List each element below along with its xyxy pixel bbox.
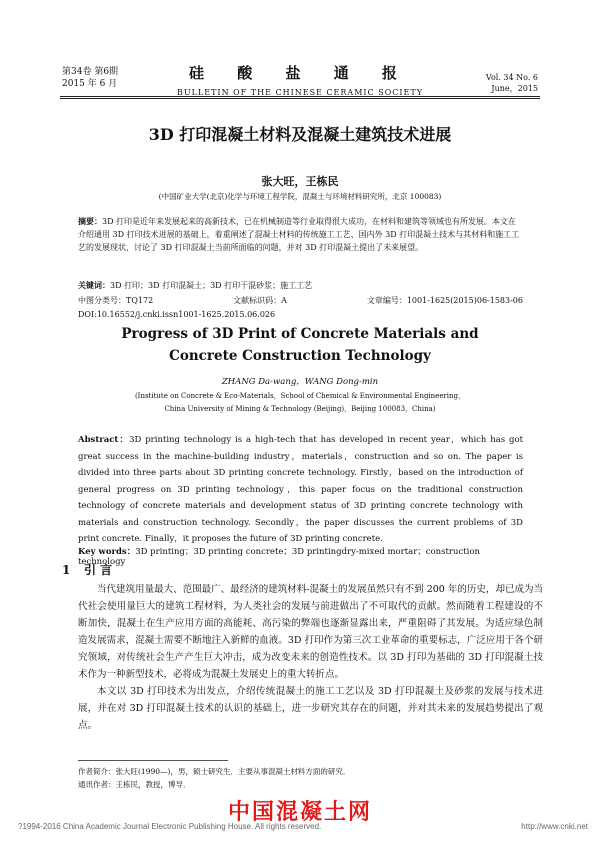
- footnote-rule: [78, 760, 228, 761]
- keywords-en-label: Key words：: [78, 547, 136, 557]
- header-rule-thin: [60, 98, 540, 99]
- volume-issue-cn: 第34卷 第6期: [62, 67, 119, 77]
- section-title: 引 言: [84, 563, 113, 577]
- body-paragraph-1: 当代建筑用量最大、范围最广、最经济的建筑材料-混凝土的发展虽然只有不到 200 年的历史，却已成为当代社会使用量巨大的建筑工程材料，为人类社会的发展与前进做出了不可取代的贡献。然而随着工程建设的不断加快，混凝土在生产应用方面的高能耗、高污染的弊端也逐渐显露出来，严重阻碍了其发展。为适应绿色制造发展需求，混凝土需要不断地注入新鲜的血液。3D 打印作为第三次工业革命的重要标志，广泛应用于各个研究领域，对传统社会生产产生巨大冲击，成为改变未来的创造性技术。以 3D 打印为基础的 3D 打印混凝土技术作为一种新型技术，必将成为混凝土发展史上的重大转折点。: [78, 584, 543, 680]
- authors-en: ZHANG Da-wang，WANG Dong-min: [221, 377, 379, 387]
- abstract-cn: [78, 215, 523, 254]
- abstract-cn-label: 摘要：: [78, 216, 102, 226]
- doi: DOI:10.16552/j.cnki.issn1001-1625.2015.06.026: [78, 310, 276, 319]
- paper-title-en-line2: Concrete Construction Technology: [169, 348, 431, 364]
- authors-cn: 张大旺，王栋民: [261, 175, 339, 188]
- document-code: 文献标识码：A: [233, 296, 287, 305]
- copyright-text: ?1994-2016 China Academic Journal Electronic Publishing House. All rights reserved.: [18, 822, 322, 831]
- footer-url[interactable]: http://www.cnki.net: [521, 822, 588, 831]
- volume-issue-en: Vol. 34 No. 6: [485, 73, 538, 82]
- copyright-footer: [18, 822, 588, 831]
- paper-title-en-line1: Progress of 3D Print of Concrete Materials and: [121, 326, 479, 342]
- abstract-en-label: Abstract：: [78, 435, 130, 445]
- journal-title-en: BULLETIN OF THE CHINESE CERAMIC SOCIETY: [177, 88, 423, 97]
- issue-info-en: [486, 72, 538, 94]
- section-body: [78, 581, 543, 734]
- affiliation-cn: (中国矿业大学(北京)化学与环境工程学院，混凝土与环境材料研究所，北京 100083): [158, 192, 442, 201]
- article-number: 文章编号：1001-1625(2015)06-1583-06: [366, 296, 523, 305]
- keywords-cn-label: 关键词：: [78, 280, 110, 290]
- keywords-en: [78, 545, 523, 567]
- journal-title-cn: 硅 酸 盐 通 报: [189, 64, 411, 82]
- section-heading: [62, 561, 112, 578]
- corresponding-author: 通讯作者：王栋民，教授，博导．: [78, 780, 191, 789]
- keywords-cn-text: 3D 打印；3D 打印混凝土；3D 打印干混砂浆；施工工艺: [110, 281, 313, 290]
- keywords-cn: [78, 280, 523, 291]
- affiliation-en: [0, 390, 600, 416]
- classification-row: [78, 295, 523, 306]
- header-rule: [60, 96, 540, 97]
- paper-title-en: [0, 323, 600, 367]
- date-en: June，2015: [491, 84, 538, 93]
- abstract-en: [78, 432, 523, 548]
- author-bio: 作者简介：张大旺(1990—)，男，硕士研究生．主要从事混凝土材料方面的研究．: [78, 767, 351, 776]
- affiliation-en-line1: (Institute on Concrete & Eco-Materials，School of Chemical & Environmental Engineering，: [134, 392, 466, 400]
- clc-code: 中图分类号：TQ172: [78, 296, 154, 305]
- body-paragraph-2: 本文以 3D 打印技术为出发点，介绍传统混凝土的施工工艺以及 3D 打印混凝土及砂浆的发展与技术进展，并在对 3D 打印混凝土技术的认识的基础上，进一步研究其存在的问题，并对其未来的发展趋势提出了观点。: [78, 686, 543, 731]
- keywords-en-text: 3D printing；3D printing concrete；3D printingdry-mixed mortar；construction technology: [78, 547, 480, 567]
- abstract-cn-text: 3D 打印是近年来发展起来的高新技术，已在机械制造等行业取得很大成功，在材料和建筑等领域也有所发展。本文在介绍通用 3D 打印技术进展的基础上，着重阐述了混凝土材料的传统施工工艺、国内外 3D 打印混凝土技术与其材料和施工工艺的发展现状，讨论了 3D 打印混凝土当前所面临的问题，并对 3D 打印混凝土提出了未来展望。: [78, 217, 520, 252]
- footnote: [78, 765, 350, 791]
- date-cn: 2015 年 6 月: [62, 79, 118, 89]
- paper-title-cn: 3D 打印混凝土材料及混凝土建筑技术进展: [148, 125, 452, 144]
- section-number: 1: [62, 563, 71, 577]
- abstract-en-text: 3D printing technology is a high-tech that has developed in recent year，which has got great success in the machine-building industry，materials，construction and so on. The paper is divided into three parts about 3D printing concrete technology. Firstly，based on the introduction of general progress on 3D printing technology，this paper focus on the traditional construction technology of concrete materials and development status of 3D printing concrete technology with materials and construction technology. Secondly，the paper discusses the current problems of 3D print concrete. Finally，it proposes the future of 3D printing concrete.: [78, 435, 523, 544]
- affiliation-en-line2: China University of Mining & Technology (Beijing)，Beijing 100083，China): [164, 405, 436, 413]
- watermark-logo: 中国混凝土网: [227, 799, 372, 825]
